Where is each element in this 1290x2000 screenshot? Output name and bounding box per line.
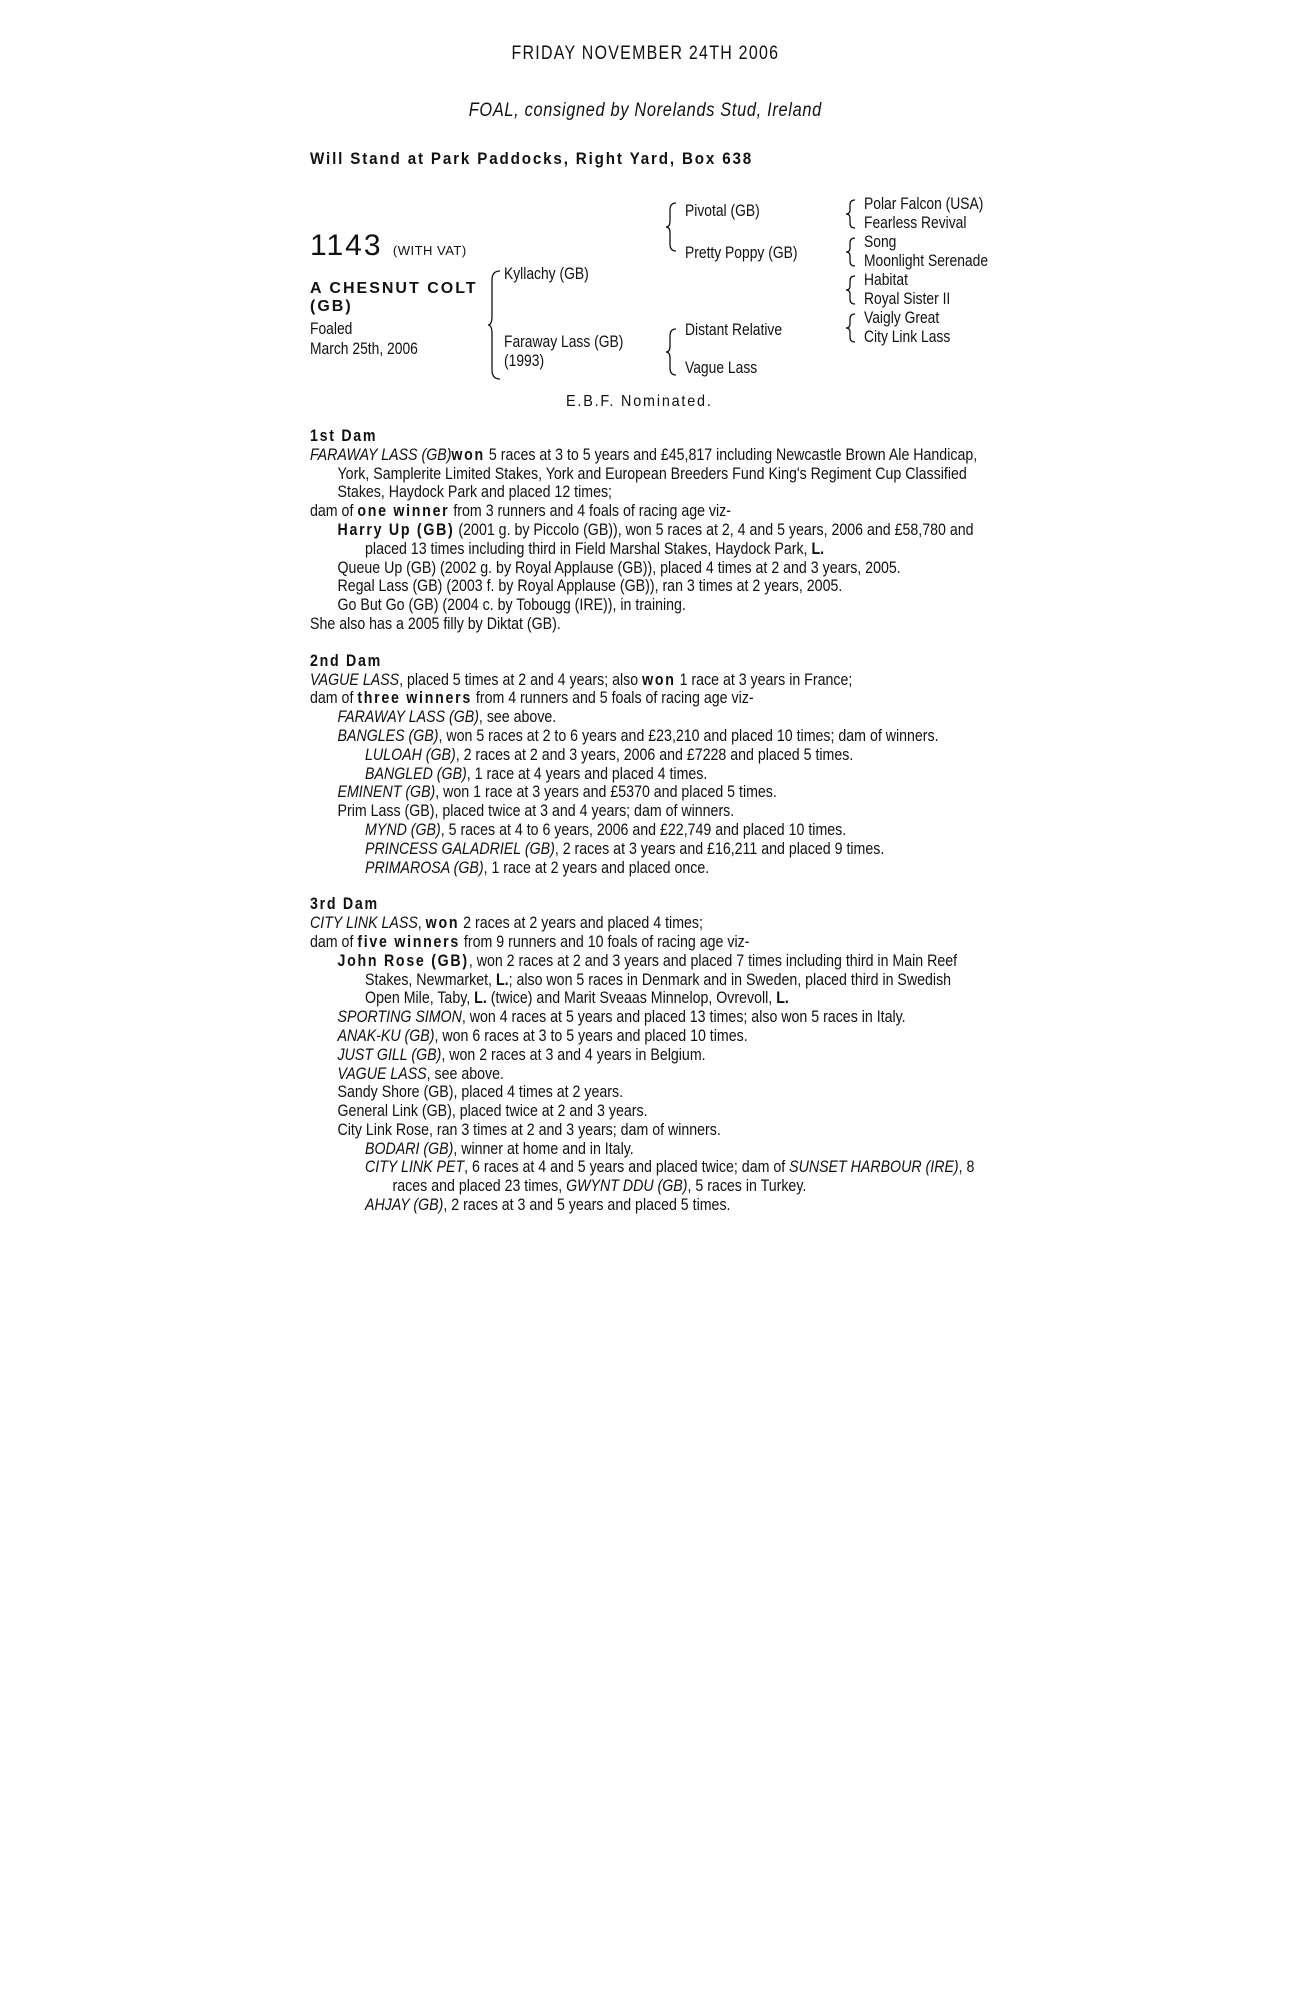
sale-date: FRIDAY NOVEMBER 24TH 2006 [511, 43, 779, 64]
dam-sire: Distant Relative [685, 321, 783, 339]
second-dam-produce-summary: dam of three winners from 4 runners and 5 foals of racing age viz- [310, 689, 754, 708]
produce-city-link-pet: CITY LINK PET, 6 races at 4 and 5 years and placed twice; dam of SUNSET HARBOUR (IRE), 8 races and placed 23 times, GWYNT DDU (GB), 5 races in Turkey. [365, 1158, 975, 1196]
sire-dam: Pretty Poppy (GB) [685, 244, 798, 262]
foaled-info: Foaled March 25th, 2006 [310, 320, 418, 358]
third-dam-heading: 3rd Dam [310, 895, 379, 914]
vat-note: (WITH VAT) [392, 243, 467, 258]
stand-location: Will Stand at Park Paddocks, Right Yard, Box 638 [310, 150, 754, 168]
produce-sporting-simon: SPORTING SIMON, won 4 races at 5 years and placed 13 times; also won 5 races in Italy. [337, 1008, 906, 1027]
dam-dam: Vague Lass [685, 359, 758, 377]
produce-bodari: BODARI (GB), winner at home and in Italy. [365, 1139, 634, 1158]
ancestor-4: Moonlight Serenade [864, 252, 989, 270]
produce-princess-galadriel: PRINCESS GALADRIEL (GB), 2 races at 3 years and £16,211 and placed 9 times. [365, 839, 885, 858]
first-dam-record: FARAWAY LASS (GB)won 5 races at 3 to 5 years and £45,817 including Newcastle Brown Ale Handicap, York, Samplerite Limited Stakes, York and European Breeders Fund King's Regiment Cup Classified Stakes, Haydock Park and placed 12 times; [310, 445, 978, 502]
pedigree-brace-dam [666, 328, 678, 376]
catalogue-body [310, 427, 980, 1215]
produce-harry-up: Harry Up (GB) (2001 g. by Piccolo (GB)), won 5 races at 2, 4 and 5 years, 2006 and £58,780 and placed 13 times including third in Field Marshal Stakes, Haydock Park, L. [337, 520, 974, 558]
produce-general-link: General Link (GB), placed twice at 2 and 3 years. [337, 1102, 648, 1121]
produce-go-but-go: Go But Go (GB) (2004 c. by Tobougg (IRE)), in training. [337, 596, 686, 615]
sire-sire: Pivotal (GB) [685, 202, 760, 220]
first-dam-produce-summary: dam of one winner from 3 runners and 4 foals of racing age viz- [310, 502, 732, 521]
pedigree-block [310, 195, 1030, 415]
produce-primarosa: PRIMAROSA (GB), 1 race at 2 years and placed once. [365, 858, 710, 877]
produce-bangled: BANGLED (GB), 1 race at 4 years and placed 4 times. [365, 764, 708, 783]
produce-anak-ku: ANAK-KU (GB), won 6 races at 3 to 5 years and placed 10 times. [337, 1026, 748, 1045]
ancestor-6: Royal Sister II [864, 290, 951, 308]
produce-mynd: MYND (GB), 5 races at 4 to 6 years, 2006 and £22,749 and placed 10 times. [365, 820, 847, 839]
produce-prim-lass: Prim Lass (GB), placed twice at 3 and 4 years; dam of winners. [337, 802, 735, 821]
second-dam-record: VAGUE LASS, placed 5 times at 2 and 4 years; also won 1 race at 3 years in France; [310, 670, 853, 689]
ancestor-5: Habitat [864, 271, 908, 289]
produce-queue-up: Queue Up (GB) (2002 g. by Royal Applause (GB)), placed 4 times at 2 and 3 years, 2005. [337, 558, 901, 577]
ancestor-3: Song [864, 233, 897, 251]
lot-number: 1143 (WITH VAT) [310, 229, 467, 262]
produce-regal-lass: Regal Lass (GB) (2003 f. by Royal Applause (GB)), ran 3 times at 2 years, 2005. [337, 577, 843, 596]
pedigree-brace-g4 [846, 313, 856, 343]
ancestor-8: City Link Lass [864, 328, 951, 346]
consignor-line: FOAL, consigned by Norelands Stud, Ireland [468, 100, 822, 121]
pedigree-brace-sire [666, 202, 678, 252]
first-dam-heading: 1st Dam [310, 427, 378, 445]
produce-john-rose: John Rose (GB), won 2 races at 2 and 3 years and placed 7 times including third in Main Reef Stakes, Newmarket, L.; also won 5 races in Denmark and in Sweden, placed third in Swedish Open Mile, Taby, L. (twice) and Marit Sveaas Minnelop, Ovrevoll, L. [337, 951, 958, 1008]
dam: Faraway Lass (GB) [504, 333, 624, 351]
produce-ahjay: AHJAY (GB), 2 races at 3 and 5 years and placed 5 times. [365, 1196, 731, 1215]
produce-sandy-shore: Sandy Shore (GB), placed 4 times at 2 years. [337, 1083, 624, 1102]
produce-luloah: LULOAH (GB), 2 races at 2 and 3 years, 2006 and £7228 and placed 5 times. [365, 745, 854, 764]
third-dam-produce-summary: dam of five winners from 9 runners and 10 foals of racing age viz- [310, 932, 750, 951]
produce-bangles: BANGLES (GB), won 5 races at 2 to 6 years and £23,210 and placed 10 times; dam of winners. [337, 726, 939, 745]
produce-faraway-lass: FARAWAY LASS (GB), see above. [337, 708, 557, 727]
lot-description: A CHESNUT COLT (GB) [310, 280, 478, 315]
produce-eminent: EMINENT (GB), won 1 race at 3 years and £5370 and placed 5 times. [337, 783, 777, 802]
produce-vague-lass: VAGUE LASS, see above. [337, 1064, 504, 1083]
sire: Kyllachy (GB) [504, 265, 589, 283]
ancestor-7: Vaigly Great [864, 309, 940, 327]
pedigree-brace-g2 [846, 237, 856, 267]
pedigree-brace-g3 [846, 275, 856, 305]
produce-just-gill: JUST GILL (GB), won 2 races at 3 and 4 years in Belgium. [337, 1045, 706, 1064]
first-dam-also: She also has a 2005 filly by Diktat (GB). [310, 614, 561, 633]
third-dam-record: CITY LINK LASS, won 2 races at 2 years and placed 4 times; [310, 914, 703, 933]
pedigree-brace-main [488, 270, 502, 380]
dam-year: (1993) [504, 352, 545, 370]
produce-city-link-rose: City Link Rose, ran 3 times at 2 and 3 years; dam of winners. [337, 1120, 721, 1139]
second-dam-heading: 2nd Dam [310, 651, 382, 670]
pedigree-brace-g1 [846, 199, 856, 229]
ancestor-2: Fearless Revival [864, 214, 967, 232]
ancestor-1: Polar Falcon (USA) [864, 195, 984, 213]
ebf-nominated: E.B.F. Nominated. [566, 393, 713, 410]
